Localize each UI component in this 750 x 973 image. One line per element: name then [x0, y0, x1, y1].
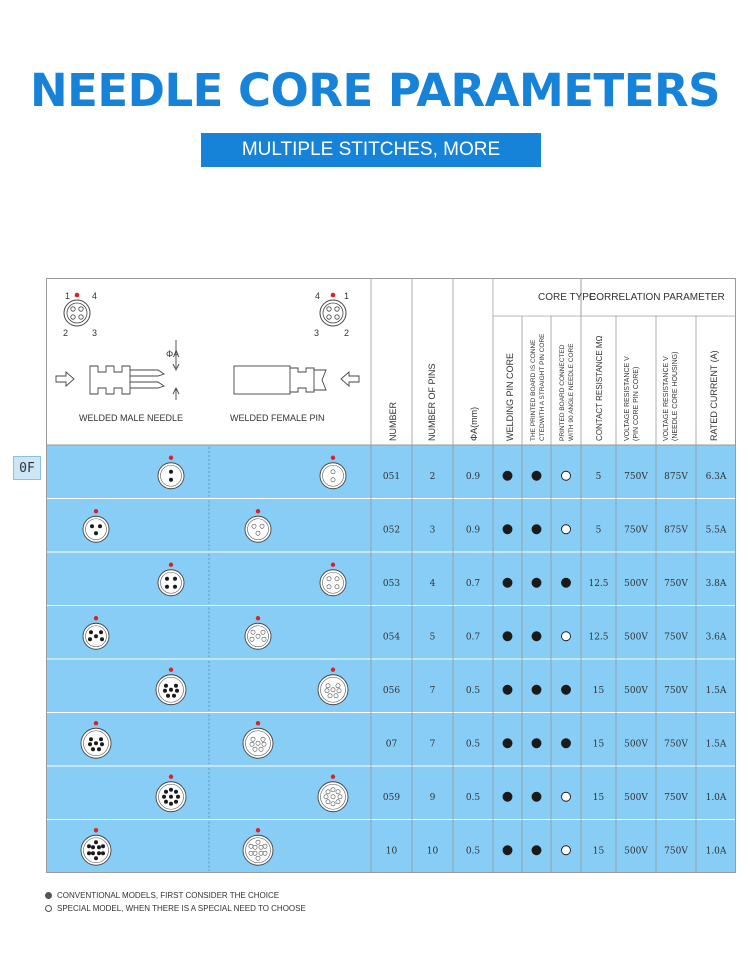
cell-contact: 5 — [595, 525, 602, 536]
hollow-dot-icon — [562, 846, 571, 855]
filled-dot-icon — [562, 739, 571, 748]
side-badge: 0F — [13, 456, 41, 480]
cell-vhousing: 875V — [664, 471, 688, 482]
polarity-marker — [256, 616, 260, 620]
cell-number: 10 — [385, 846, 398, 857]
cell-pins: 5 — [429, 632, 436, 643]
hollow-dot-icon — [562, 525, 571, 534]
male-pin-label: 1 — [65, 291, 71, 301]
polarity-marker — [256, 828, 260, 832]
cell-vhousing: 750V — [664, 632, 688, 643]
cell-pins: 7 — [429, 739, 436, 750]
cell-contact: 12.5 — [588, 632, 609, 643]
cell-pins: 10 — [426, 846, 439, 857]
filled-dot-icon — [532, 471, 541, 480]
filled-dot-icon — [503, 578, 512, 587]
cell-phi: 0.5 — [465, 685, 481, 696]
filled-dot-icon — [532, 739, 541, 748]
parameter-table — [46, 278, 736, 873]
male-needle-label: WELDED MALE NEEDLE — [79, 413, 184, 423]
cell-number: 07 — [385, 739, 398, 750]
cell-vhousing: 875V — [664, 525, 688, 536]
polarity-marker — [169, 775, 173, 779]
dim-label: ΦA — [166, 349, 180, 359]
legend-special — [45, 904, 306, 913]
cell-current: 5.5A — [705, 525, 727, 536]
cell-number: 059 — [382, 792, 401, 803]
filled-dot-icon — [503, 846, 512, 855]
female-pin-label: 1 — [344, 291, 350, 301]
cell-phi: 0.5 — [465, 739, 481, 750]
filled-dot-icon — [503, 471, 512, 480]
cell-contact: 15 — [592, 846, 605, 857]
polarity-marker — [256, 509, 260, 513]
female-pin-label-text: WELDED FEMALE PIN — [230, 413, 325, 423]
filled-dot-icon — [532, 632, 541, 641]
legend-special-text: SPECIAL MODEL, WHEN THERE IS A SPECIAL NEED TO CHOOSE — [57, 904, 306, 913]
polarity-marker — [169, 563, 173, 567]
cell-vhousing: 750V — [664, 685, 688, 696]
polarity-marker — [94, 509, 98, 513]
header-contact: CONTACT RESISTANCE MΩ — [595, 335, 604, 441]
polarity-marker — [256, 721, 260, 725]
filled-dot-icon — [532, 685, 541, 694]
filled-dot-icon — [562, 578, 571, 587]
cell-number: 054 — [382, 632, 401, 643]
filled-dot-icon — [562, 685, 571, 694]
header-straight-line2: CTEDWITH A STRAIGHT PIN CORE — [539, 333, 546, 441]
polarity-marker — [331, 563, 335, 567]
cell-vhousing: 750V — [664, 846, 688, 857]
polarity-marker — [169, 668, 173, 672]
cell-number: 052 — [382, 525, 401, 536]
cell-phi: 0.5 — [465, 846, 481, 857]
filled-dot-icon — [532, 846, 541, 855]
cell-vhousing: 750V — [664, 792, 688, 803]
filled-dot-icon — [503, 685, 512, 694]
cell-current: 3.8A — [705, 578, 727, 589]
filled-dot-icon — [503, 525, 512, 534]
cell-current: 1.0A — [705, 846, 727, 857]
cell-contact: 15 — [592, 792, 605, 803]
hollow-dot-icon — [562, 471, 571, 480]
male-pin-label: 3 — [92, 328, 98, 338]
header-phi: ΦA(mm) — [469, 406, 479, 441]
male-pin-label: 4 — [92, 291, 98, 301]
header-angle-line2: WITH 90 ANGLE NEEDLE CORE — [568, 343, 575, 441]
page-subtitle: MULTIPLE STITCHES, MORE CHOICES — [201, 133, 541, 167]
cell-phi: 0.7 — [465, 578, 481, 589]
cell-vhousing: 750V — [664, 739, 688, 750]
filled-dot-icon — [532, 578, 541, 587]
hollow-dot-icon — [45, 905, 52, 912]
cell-number: 056 — [382, 685, 401, 696]
legend-conventional — [45, 891, 279, 900]
filled-dot-icon — [45, 892, 52, 899]
cell-pins: 9 — [429, 792, 436, 803]
cell-current: 1.5A — [705, 739, 727, 750]
filled-dot-icon — [503, 739, 512, 748]
polarity-marker — [94, 721, 98, 725]
cell-contact: 5 — [595, 471, 602, 482]
cell-number: 053 — [382, 578, 401, 589]
cell-vpin: 500V — [624, 739, 648, 750]
header-vpin-line1: VOLTAGE RESISTANCE V — [624, 356, 631, 441]
header-straight-line1: THE PRINTED BOARD IS CONNE — [530, 339, 537, 441]
cell-current: 6.3A — [705, 471, 727, 482]
female-pin-label: 4 — [315, 291, 321, 301]
polarity-marker — [169, 456, 173, 460]
cell-phi: 0.9 — [465, 471, 481, 482]
female-pin-label: 2 — [344, 328, 350, 338]
female-pin-label: 3 — [314, 328, 320, 338]
parameter-table-svg — [46, 278, 736, 873]
filled-dot-icon — [503, 792, 512, 801]
polarity-marker — [331, 668, 335, 672]
cell-pins: 3 — [429, 525, 436, 536]
cell-vpin: 500V — [624, 846, 648, 857]
header-welding: WELDING PIN CORE — [505, 352, 515, 441]
cell-current: 1.5A — [705, 685, 727, 696]
cell-current: 3.6A — [705, 632, 727, 643]
header-current: RATED CURRENT (A) — [709, 350, 719, 441]
cell-pins: 2 — [429, 471, 436, 482]
cell-contact: 15 — [592, 685, 605, 696]
cell-phi: 0.5 — [465, 792, 481, 803]
cell-phi: 0.7 — [465, 632, 481, 643]
cell-vpin: 500V — [624, 792, 648, 803]
polarity-marker — [94, 616, 98, 620]
header-pins: NUMBER OF PINS — [427, 363, 437, 441]
filled-dot-icon — [532, 525, 541, 534]
cell-vpin: 500V — [624, 632, 648, 643]
header-number: NUMBER — [388, 401, 398, 441]
cell-vhousing: 750V — [664, 578, 688, 589]
filled-dot-icon — [503, 632, 512, 641]
header-angle-line1: PRINTED BOARD CONNECTED — [559, 344, 566, 441]
hollow-dot-icon — [562, 792, 571, 801]
header-vhousing-line1: VOLTAGE RESISTANCE V — [663, 356, 670, 441]
legend-conventional-text: CONVENTIONAL MODELS, FIRST CONSIDER THE CHOICE — [57, 891, 280, 900]
cell-phi: 0.9 — [465, 525, 481, 536]
cell-vpin: 750V — [624, 525, 648, 536]
polarity-marker — [331, 775, 335, 779]
cell-pins: 4 — [429, 578, 436, 589]
cell-contact: 12.5 — [588, 578, 609, 589]
cell-vpin: 500V — [624, 578, 648, 589]
cell-pins: 7 — [429, 685, 436, 696]
cell-vpin: 750V — [624, 471, 648, 482]
polarity-marker — [331, 456, 335, 460]
header-vpin-line2: (PIN CORE PIN CORE) — [633, 366, 640, 441]
header-correlation: CORRELATION PARAMETER — [589, 292, 725, 303]
header-vhousing-line2: (NEEDLE CORE HOUSING) — [672, 351, 679, 441]
cell-number: 051 — [382, 471, 401, 482]
page-title: NEEDLE CORE PARAMETERS — [29, 64, 721, 117]
male-pin-label: 2 — [63, 328, 69, 338]
hollow-dot-icon — [562, 632, 571, 641]
cell-vpin: 500V — [624, 685, 648, 696]
header-core-type: CORE TYPE — [538, 292, 596, 303]
cell-current: 1.0A — [705, 792, 727, 803]
filled-dot-icon — [532, 792, 541, 801]
cell-contact: 15 — [592, 739, 605, 750]
polarity-marker — [94, 828, 98, 832]
